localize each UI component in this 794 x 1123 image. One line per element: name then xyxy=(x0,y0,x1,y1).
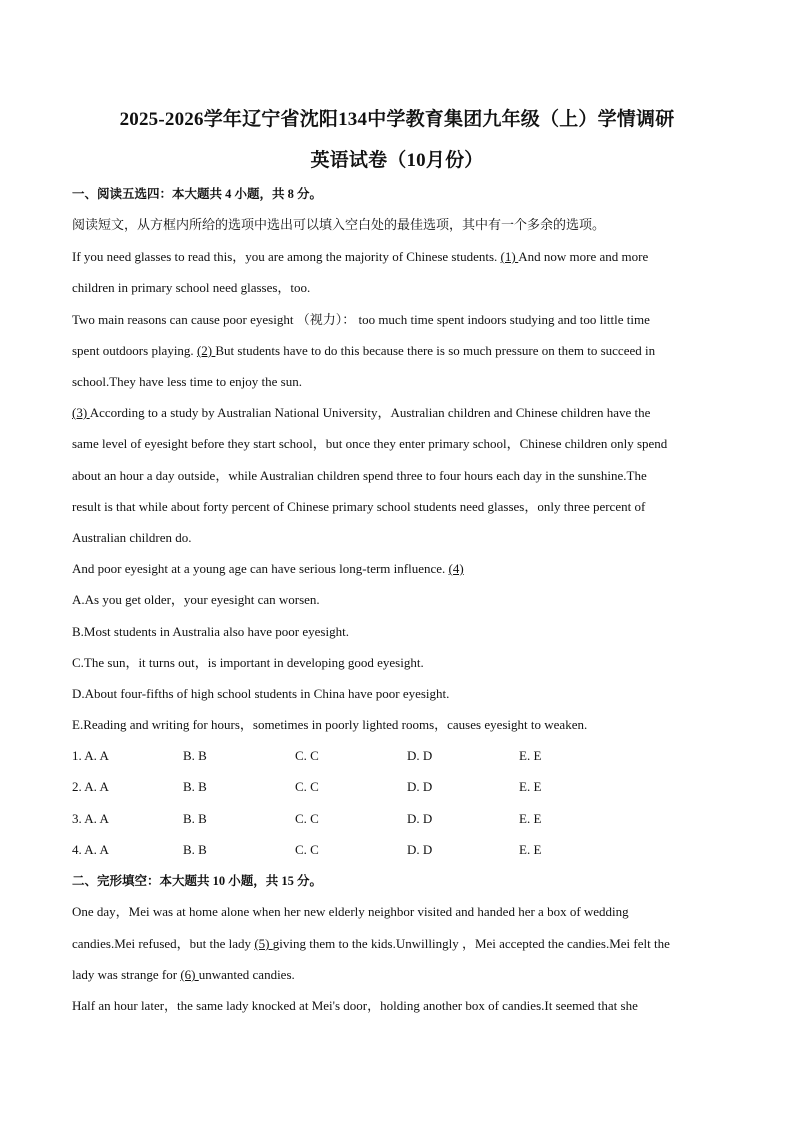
passage-text: unwanted candies. xyxy=(198,967,295,982)
choice-d[interactable]: D. D xyxy=(407,811,433,826)
choice-b[interactable]: B. B xyxy=(183,842,207,857)
passage-line xyxy=(72,404,722,422)
passage-line: Two main reasons can cause poor eyesight （视力）： too much time spent indoors studying and too little time xyxy=(72,312,650,327)
choice-e[interactable]: E. E xyxy=(519,779,542,794)
section1-instruction: 阅读短文，从方框内所给的选项中选出可以填入空白处的最佳选项，其中有一个多余的选项。 xyxy=(72,217,606,232)
option-d: D.About four-fifths of high school students in China have poor eyesight. xyxy=(72,686,450,701)
passage-line xyxy=(72,935,722,953)
choice-b[interactable]: B. B xyxy=(183,748,207,763)
question-row-1 xyxy=(72,747,722,765)
choice-c[interactable]: C. C xyxy=(295,748,319,763)
section1-heading: 一、阅读五选四：本大题共 4 小题，共 8 分。 xyxy=(72,187,323,201)
blank-5: (5) xyxy=(254,936,273,951)
choice-e[interactable]: E. E xyxy=(519,748,542,763)
passage-line: children in primary school need glasses，too. xyxy=(72,280,311,295)
passage-text: According to a study by Australian National University，Australian children and Chinese children have the xyxy=(89,405,651,420)
blank-6: (6) xyxy=(180,967,199,982)
option-a: A.As you get older，your eyesight can worsen. xyxy=(72,592,320,607)
question-row-3 xyxy=(72,810,722,828)
passage-line: Half an hour later，the same lady knocked at Mei's door，holding another box of candies.It seemed that she xyxy=(72,998,638,1013)
question-row-4 xyxy=(72,841,722,859)
choice-a[interactable]: 3. A. A xyxy=(72,811,109,826)
passage-text: But students have to do this because there is so much pressure on them to succeed in xyxy=(215,343,656,358)
passage-text: giving them to the kids.Unwillingly ，Mei accepted the candies.Mei felt the xyxy=(272,936,670,951)
passage-line xyxy=(72,342,722,360)
passage-line xyxy=(72,560,722,578)
choice-d[interactable]: D. D xyxy=(407,842,433,857)
blank-4: (4) xyxy=(448,561,464,576)
choice-e[interactable]: E. E xyxy=(519,811,542,826)
choice-e[interactable]: E. E xyxy=(519,842,542,857)
passage-line: One day，Mei was at home alone when her new elderly neighbor visited and handed her a box of wedding xyxy=(72,904,629,919)
passage-line: result is that while about forty percent of Chinese primary school students need glasses，only three percent of xyxy=(72,499,646,514)
passage-line: same level of eyesight before they start school，but once they enter primary school，Chinese children only spend xyxy=(72,436,668,451)
choice-c[interactable]: C. C xyxy=(295,779,319,794)
passage-line xyxy=(72,248,722,266)
passage-line: Australian children do. xyxy=(72,530,192,545)
choice-c[interactable]: C. C xyxy=(295,811,319,826)
option-b: B.Most students in Australia also have poor eyesight. xyxy=(72,624,349,639)
choice-c[interactable]: C. C xyxy=(295,842,319,857)
choice-a[interactable]: 1. A. A xyxy=(72,748,109,763)
blank-3: (3) xyxy=(72,405,90,420)
exam-title-line2: 英语试卷（10月份） xyxy=(310,150,484,171)
choice-b[interactable]: B. B xyxy=(183,779,207,794)
exam-title-line1: 2025-2026学年辽宁省沈阳134中学教育集团九年级（上）学情调研 xyxy=(119,109,675,130)
option-c: C.The sun，it turns out，is important in developing good eyesight. xyxy=(72,655,424,670)
passage-text: And poor eyesight at a young age can have serious long-term influence. xyxy=(72,561,449,576)
choice-b[interactable]: B. B xyxy=(183,811,207,826)
section2-heading: 二、完形填空：本大题共 10 小题，共 15 分。 xyxy=(72,874,323,888)
option-e: E.Reading and writing for hours，sometimes in poorly lighted rooms，causes eyesight to weaken. xyxy=(72,717,588,732)
choice-a[interactable]: 4. A. A xyxy=(72,842,109,857)
choice-a[interactable]: 2. A. A xyxy=(72,779,109,794)
passage-line: about an hour a day outside，while Australian children spend three to four hours each day in the sunshine.The xyxy=(72,468,647,483)
blank-1: (1) xyxy=(500,249,519,264)
passage-text: And now more and more xyxy=(518,249,649,264)
choice-d[interactable]: D. D xyxy=(407,748,433,763)
passage-text: lady was strange for xyxy=(72,967,181,982)
choice-d[interactable]: D. D xyxy=(407,779,433,794)
passage-line xyxy=(72,966,722,984)
passage-text: spent outdoors playing. xyxy=(72,343,197,358)
question-row-2 xyxy=(72,778,722,796)
passage-text: If you need glasses to read this，you are among the majority of Chinese students. xyxy=(72,249,501,264)
passage-text: candies.Mei refused，but the lady xyxy=(72,936,255,951)
blank-2: (2) xyxy=(196,343,216,358)
passage-line: school.They have less time to enjoy the sun. xyxy=(72,374,302,389)
